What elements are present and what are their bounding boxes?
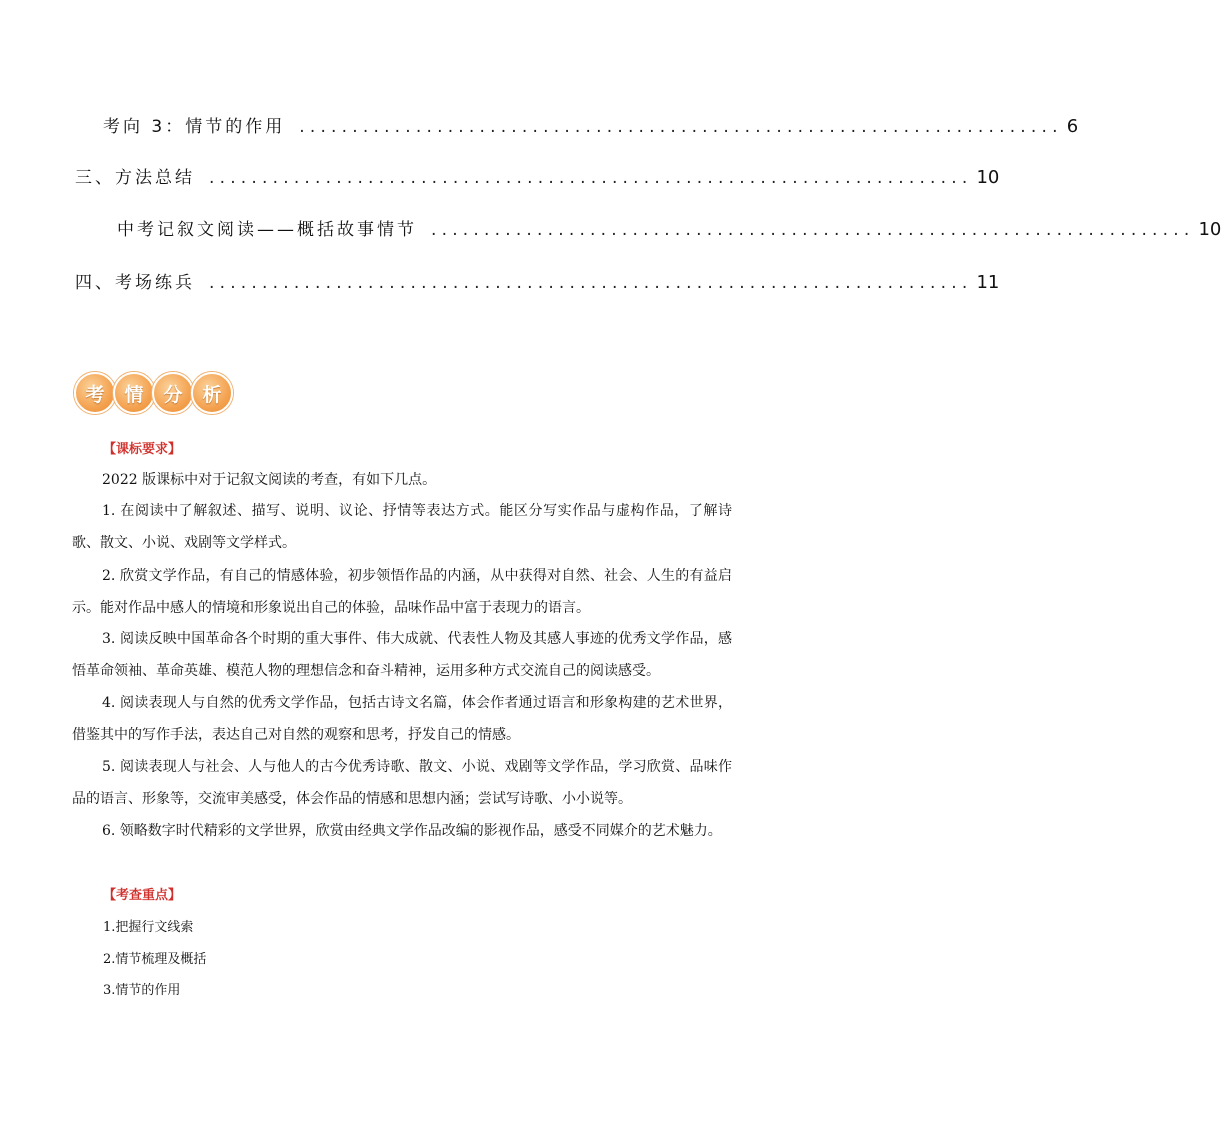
requirement-point: 6. 领略数字时代精彩的文学世界，欣赏由经典文学作品改编的影视作品，感受不同媒介的艺术魅力。 bbox=[102, 823, 722, 839]
toc-label: 三、方法总结 bbox=[75, 168, 195, 188]
section-badge bbox=[74, 372, 230, 414]
requirement-point: 1. 在阅读中了解叙述、描写、说明、议论、抒情等表达方式。能区分写实作品与虚构作品，了解诗歌、散文、小说、戏剧等文学样式。 bbox=[72, 503, 732, 551]
key-point-item: 3.情节的作用 bbox=[103, 983, 181, 998]
badge-char: 考 bbox=[74, 372, 116, 414]
toc-leader: ........................................................................ bbox=[299, 117, 1063, 137]
badge-char: 析 bbox=[191, 372, 233, 414]
toc-page-number: 10 bbox=[976, 167, 1000, 188]
toc-entry[interactable] bbox=[75, 268, 1000, 293]
toc-page-number: 10 bbox=[1198, 219, 1221, 240]
section-title-requirements: 【课标要求】 bbox=[103, 442, 182, 457]
requirement-point: 3. 阅读反映中国革命各个时期的重大事件、伟大成就、代表性人物及其感人事迹的优秀文学作品，感悟革命领袖、革命英雄、模范人物的理想信念和奋斗精神，运用多种方式交流自己的阅读感受。 bbox=[72, 631, 732, 679]
requirement-point: 4. 阅读表现人与自然的优秀文学作品，包括古诗文名篇，体会作者通过语言和形象构建的艺术世界，借鉴其中的写作手法，表达自己对自然的观察和思考，抒发自己的情感。 bbox=[72, 695, 732, 743]
toc-entry[interactable] bbox=[117, 215, 1221, 240]
intro-text: 2022 版课标中对于记叙文阅读的考查，有如下几点。 bbox=[102, 472, 437, 488]
toc-page-number: 11 bbox=[976, 272, 1000, 293]
toc-label: 中考记叙文阅读——概括故事情节 bbox=[117, 220, 417, 240]
toc-leader: ........................................................................ bbox=[431, 220, 1195, 240]
requirement-point: 2. 欣赏文学作品，有自己的情感体验，初步领悟作品的内涵，从中获得对自然、社会、人生的有益启示。能对作品中感人的情境和形象说出自己的体验，品味作品中富于表现力的语言。 bbox=[72, 568, 732, 616]
requirement-point: 5. 阅读表现人与社会、人与他人的古今优秀诗歌、散文、小说、戏剧等文学作品，学习欣赏、品味作品的语言、形象等，交流审美感受，体会作品的情感和思想内涵；尝试写诗歌、小小说等。 bbox=[72, 759, 732, 807]
toc-page-number: 6 bbox=[1066, 116, 1079, 137]
toc-leader: ........................................................................ bbox=[209, 273, 973, 293]
section-title-key-points: 【考查重点】 bbox=[103, 888, 182, 903]
key-point-item: 2.情节梳理及概括 bbox=[103, 952, 207, 967]
badge-char: 分 bbox=[152, 372, 194, 414]
key-point-item: 1.把握行文线索 bbox=[103, 920, 194, 935]
toc-entry[interactable] bbox=[103, 112, 1079, 137]
toc-label: 考向 3：情节的作用 bbox=[103, 117, 286, 137]
toc-label: 四、考场练兵 bbox=[75, 273, 195, 293]
badge-char: 情 bbox=[113, 372, 155, 414]
toc-entry[interactable] bbox=[75, 163, 1000, 188]
toc-leader: ........................................................................ bbox=[209, 168, 973, 188]
